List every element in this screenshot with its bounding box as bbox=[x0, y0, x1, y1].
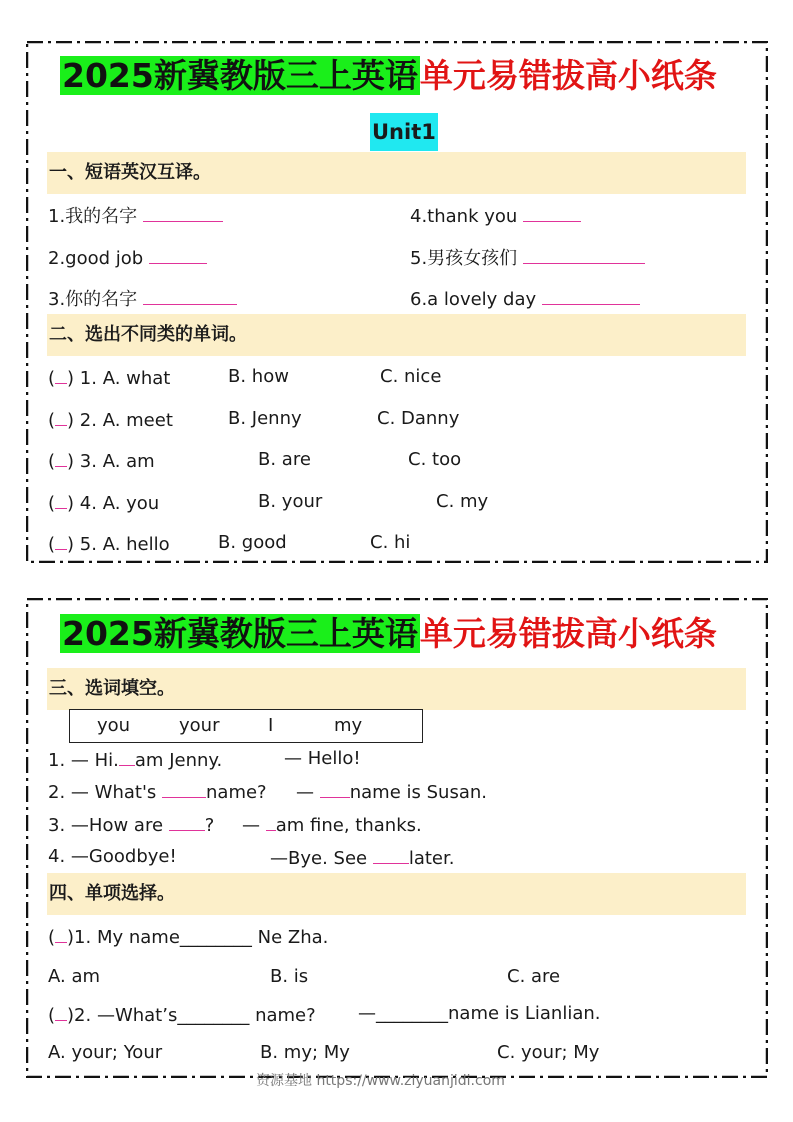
fill-in-line-3: 3. —How are ? bbox=[48, 812, 214, 838]
answer-blank[interactable] bbox=[373, 845, 409, 864]
word-bank bbox=[69, 709, 423, 743]
footer-watermark: 资源基地 https://www.ziyuanjidi.com bbox=[256, 1073, 505, 1089]
title-red: 单元易错拔高小纸条 bbox=[419, 614, 717, 653]
answer-blank[interactable] bbox=[542, 286, 640, 305]
odd-one-out-item-3: ( ) 3. A. am bbox=[48, 448, 155, 474]
word-bank-item: my bbox=[334, 715, 363, 736]
answer-blank[interactable] bbox=[169, 812, 205, 831]
answer-blank[interactable] bbox=[55, 924, 67, 943]
fill-in-line-2: 2. — What's name? bbox=[48, 779, 267, 805]
title-highlighted: 2025新冀教版三上英语 bbox=[62, 56, 418, 95]
fill-in-reply-1: — Hello! bbox=[284, 748, 361, 769]
option-c: C. my bbox=[436, 491, 489, 512]
option-c: C. Danny bbox=[377, 408, 460, 429]
option-b: B. your bbox=[258, 491, 323, 512]
fill-in-reply-2: — name is Susan. bbox=[296, 779, 487, 805]
answer-blank[interactable] bbox=[55, 448, 67, 467]
option-b: B. Jenny bbox=[228, 408, 302, 429]
answer-blank[interactable] bbox=[55, 531, 67, 550]
translation-item-5: 5.男孩女孩们 bbox=[410, 245, 645, 271]
answer-blank[interactable] bbox=[55, 1002, 67, 1021]
section-heading-translation: 一、短语英汉互译。 bbox=[47, 152, 746, 194]
choice-question-2: ( )2. —What’s________ name? bbox=[48, 1002, 316, 1028]
answer-blank[interactable] bbox=[320, 779, 350, 798]
translation-item-4: 4.thank you bbox=[410, 203, 581, 229]
answer-blank[interactable] bbox=[55, 365, 67, 384]
section-heading-odd-one-out: 二、选出不同类的单词。 bbox=[47, 314, 746, 356]
answer-blank[interactable] bbox=[143, 286, 237, 305]
answer-blank[interactable] bbox=[55, 490, 67, 509]
choice-option-a: A. am bbox=[48, 966, 101, 987]
answer-blank[interactable] bbox=[143, 203, 223, 222]
answer-blank[interactable] bbox=[523, 245, 645, 264]
answer-blank[interactable] bbox=[266, 812, 276, 831]
fill-in-line-1: 1. — Hi. am Jenny. bbox=[48, 747, 222, 773]
choice-question-1: ( )1. My name________ Ne Zha. bbox=[48, 924, 328, 950]
choice-option-a: A. your; Your bbox=[48, 1042, 163, 1063]
title-highlighted: 2025新冀教版三上英语 bbox=[62, 614, 418, 653]
translation-item-1: 1.我的名字 bbox=[48, 203, 223, 229]
odd-one-out-item-5: ( ) 5. A. hello bbox=[48, 531, 170, 557]
translation-item-6: 6.a lovely day bbox=[410, 286, 640, 312]
section-heading-multiple-choice: 四、单项选择。 bbox=[47, 873, 746, 915]
answer-blank[interactable] bbox=[523, 203, 581, 222]
option-b: B. are bbox=[258, 449, 311, 470]
option-b: B. how bbox=[228, 366, 289, 387]
answer-blank[interactable] bbox=[149, 245, 207, 264]
answer-blank[interactable] bbox=[119, 747, 135, 766]
fill-in-line-4: 4. —Goodbye! bbox=[48, 846, 177, 867]
option-c: C. nice bbox=[380, 366, 442, 387]
choice-question-2-reply: —________name is Lianlian. bbox=[358, 1003, 601, 1024]
unit-label: Unit1 bbox=[370, 113, 438, 151]
option-b: B. good bbox=[218, 532, 287, 553]
fill-in-reply-4: —Bye. See later. bbox=[270, 845, 454, 871]
odd-one-out-item-2: ( ) 2. A. meet bbox=[48, 407, 173, 433]
choice-option-c: C. your; My bbox=[497, 1042, 600, 1063]
section-heading-fill-in: 三、选词填空。 bbox=[47, 668, 746, 710]
word-bank-item: your bbox=[179, 715, 220, 736]
odd-one-out-item-4: ( ) 4. A. you bbox=[48, 490, 159, 516]
translation-item-2: 2.good job bbox=[48, 245, 207, 271]
note-strip-unit1 bbox=[26, 41, 768, 563]
choice-option-c: C. are bbox=[507, 966, 561, 987]
answer-blank[interactable] bbox=[162, 779, 206, 798]
translation-item-3: 3.你的名字 bbox=[48, 286, 237, 312]
choice-option-b: B. is bbox=[270, 966, 309, 987]
answer-blank[interactable] bbox=[55, 407, 67, 426]
fill-in-reply-3: — am fine, thanks. bbox=[242, 812, 422, 838]
option-c: C. too bbox=[408, 449, 462, 470]
note-strip-2 bbox=[26, 598, 768, 1078]
odd-one-out-item-1: ( ) 1. A. what bbox=[48, 365, 170, 391]
title-red: 单元易错拔高小纸条 bbox=[419, 56, 717, 95]
strip-title bbox=[60, 605, 717, 663]
option-c: C. hi bbox=[370, 532, 411, 553]
word-bank-item: you bbox=[97, 715, 131, 736]
strip-title bbox=[60, 47, 717, 105]
choice-option-b: B. my; My bbox=[260, 1042, 350, 1063]
word-bank-item: I bbox=[268, 715, 274, 736]
